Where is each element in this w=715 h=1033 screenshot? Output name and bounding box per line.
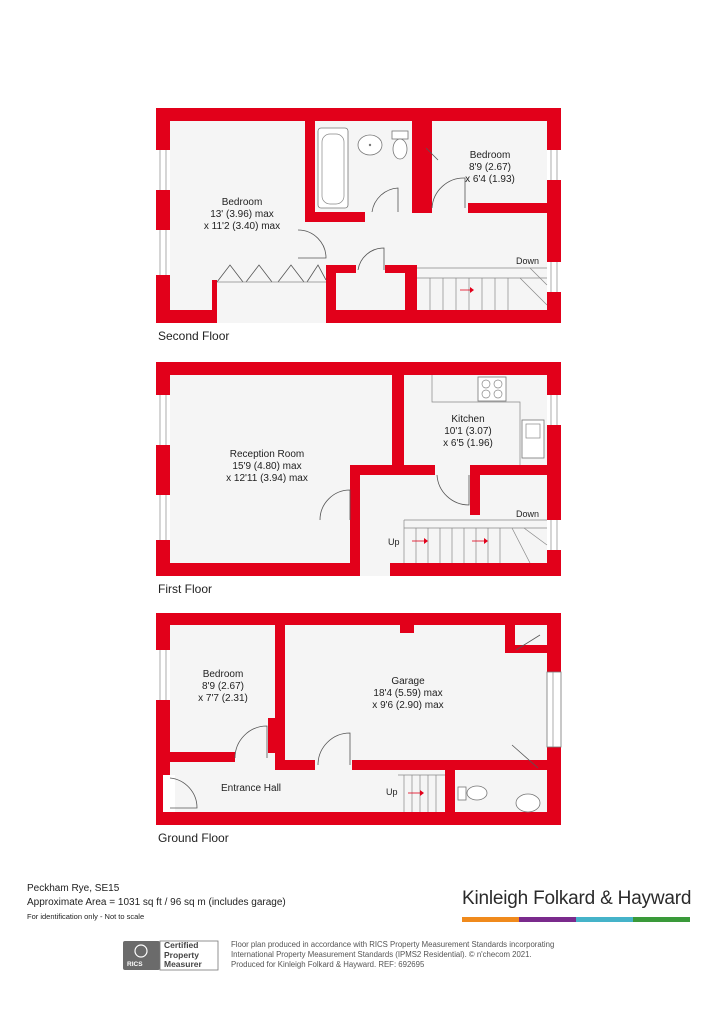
entrance-hall-name: Entrance Hall: [220, 783, 282, 794]
property-address: Peckham Rye, SE15: [27, 883, 120, 894]
kitchen-hob: [478, 377, 506, 401]
ground-bedroom-window: [156, 650, 170, 700]
second-floor-window-right-2: [547, 262, 561, 292]
reception-name: Reception Room: [229, 449, 305, 460]
first-floor-window-left-2: [156, 495, 170, 540]
property-area: Approximate Area = 1031 sq ft / 96 sq m (includes garage): [27, 897, 286, 908]
second-floor-landing-wall: [405, 265, 417, 323]
wc-cistern: [392, 131, 408, 139]
legal-line-3: Produced for Kinleigh Folkard & Hayward. REF: 692695: [231, 960, 425, 969]
kitchen-dim1: 10'1 (3.07): [444, 426, 492, 437]
second-floor-plan: [156, 108, 561, 343]
brand-stripe-green: [633, 917, 690, 922]
second-floor-window-right-1: [547, 150, 561, 180]
rics-line-1: Certified: [164, 940, 199, 950]
small-bedroom-dim1: 8'9 (2.67): [469, 162, 511, 173]
front-door-opening: [163, 775, 175, 812]
reception-dim2: x 12'11 (3.94) max: [226, 473, 308, 484]
bathroom-bottom-wall-1: [305, 212, 365, 222]
kitchen-window: [547, 395, 561, 425]
agent-brand-name: Kinleigh Folkard & Hayward: [462, 888, 692, 909]
small-bedroom-dim2: x 6'4 (1.93): [465, 174, 515, 185]
ground-floor-footprint: [156, 613, 561, 825]
garage-dim1: 18'4 (5.59) max: [373, 688, 443, 699]
small-bedroom-name: Bedroom: [469, 150, 511, 161]
landing-wall: [470, 465, 480, 515]
rics-line-2: Property: [164, 949, 199, 960]
first-floor-plan: [156, 362, 561, 596]
first-floor-bottom-wall-1: [156, 563, 356, 576]
kitchen-left-wall: [392, 362, 404, 475]
ground-floor-plan: [156, 613, 561, 845]
reception-right-wall: [350, 470, 360, 576]
bedroom-door-jamb: [268, 718, 276, 753]
legal-disclaimer: [231, 940, 611, 970]
first-floor-bottom-wall-2: [390, 563, 561, 576]
second-floor-wardrobe-wall: [212, 280, 217, 323]
garage-bottom-wall-1: [275, 760, 315, 770]
wc-top-wall: [540, 760, 561, 770]
ground-bedroom-dim2: x 7'7 (2.31): [198, 693, 248, 704]
cupboard-bottom-wall: [505, 645, 547, 653]
kitchen-name: Kitchen: [451, 414, 485, 425]
large-bedroom-dim1: 13' (3.96) max: [210, 209, 274, 220]
small-bedroom-bottom-wall: [468, 203, 561, 213]
ground-floor-bottom-wall: [156, 812, 561, 825]
ground-bedroom-dim1: 8'9 (2.67): [202, 681, 244, 692]
first-floor-up-label: Up: [388, 537, 400, 547]
bathroom-right-wall: [412, 108, 422, 212]
garage-name: Garage: [391, 676, 425, 687]
first-floor-title: First Floor: [158, 582, 212, 596]
legal-line-2: International Property Measurement Standards (IPMS2 Residential). © n'checom 2021.: [231, 950, 532, 959]
ground-wc: [467, 786, 487, 800]
second-floor-window-left-2: [156, 230, 170, 275]
first-floor-window-left-1: [156, 395, 170, 445]
kitchen-bottom-wall: [470, 465, 561, 475]
brand-stripe-purple: [519, 917, 576, 922]
rics-logo-text: RICS: [127, 961, 143, 968]
rics-line-3: Measurer: [164, 959, 202, 969]
second-floor-cupboard-top: [326, 265, 356, 273]
ground-basin: [516, 794, 540, 812]
wc-bowl: [393, 139, 407, 159]
second-floor-landing-top: [385, 265, 415, 273]
kitchen-sink: [522, 420, 544, 458]
bedroom-garage-wall: [275, 613, 285, 768]
large-bedroom-name: Bedroom: [221, 197, 263, 208]
second-floor-left-wall: [156, 108, 170, 323]
small-bedroom-left-wall: [422, 108, 432, 213]
garage-door: [547, 672, 561, 747]
garage-dim2: x 9'6 (2.90) max: [372, 700, 444, 711]
rics-certification: [164, 941, 202, 970]
legal-line-1: Floor plan produced in accordance with RICS Property Measurement Standards incorporating: [231, 940, 555, 949]
first-floor-window-right: [547, 520, 561, 550]
first-floor-down-label: Down: [516, 509, 540, 519]
garage-bottom-wall-2: [352, 760, 547, 770]
ground-floor-up-label: Up: [386, 787, 398, 797]
ground-floor-top-wall: [156, 613, 561, 625]
first-floor-top-wall: [156, 362, 561, 375]
ground-wc-cistern: [458, 787, 466, 800]
second-floor-title: Second Floor: [158, 329, 230, 343]
second-floor-window-left-1: [156, 150, 170, 190]
scale-note: For identification only - Not to scale: [27, 912, 145, 921]
second-floor-top-wall: [156, 108, 561, 121]
ground-floor-title: Ground Floor: [158, 831, 229, 845]
wc-left-wall: [445, 770, 455, 812]
reception-dim1: 15'9 (4.80) max: [232, 461, 302, 472]
large-bedroom-dim2: x 11'2 (3.40) max: [203, 221, 281, 232]
second-floor-down-label: Down: [516, 256, 540, 266]
brand-stripe-teal: [576, 917, 633, 922]
brand-stripe-orange: [462, 917, 519, 922]
first-floor-left-wall: [156, 362, 170, 576]
kitchen-dim2: x 6'5 (1.96): [443, 438, 493, 449]
second-floor-bottom-wall-1: [156, 310, 216, 323]
ground-bedroom-name: Bedroom: [202, 669, 244, 680]
bedroom-bottom-wall: [170, 752, 235, 762]
bathroom-left-wall: [305, 108, 315, 220]
second-floor-bottom-wall-2: [326, 310, 561, 323]
garage-pillar: [400, 623, 414, 633]
